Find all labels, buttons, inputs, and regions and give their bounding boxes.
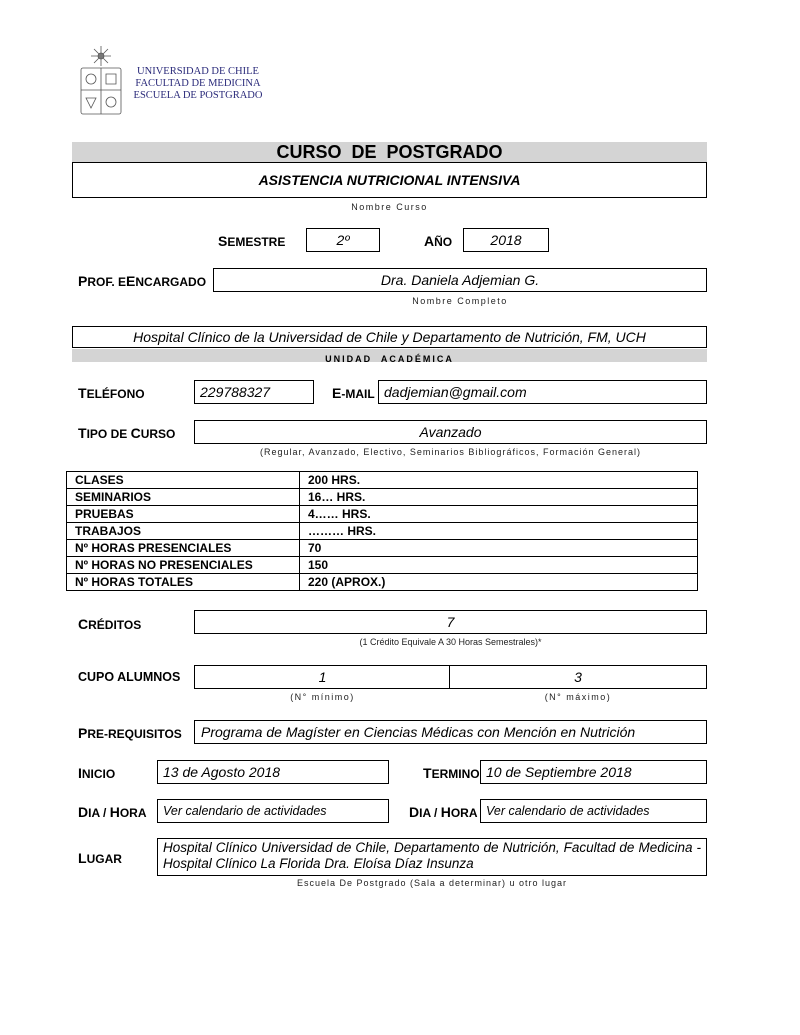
start-field (157, 760, 389, 784)
hours-label: TRABAJOS (67, 523, 300, 540)
day-hour-field-2 (480, 799, 707, 823)
hours-value: 220 (APROX.) (300, 574, 698, 591)
hours-label: Nº HORAS PRESENCIALES (67, 540, 300, 557)
course-name-caption: Nombre Curso (351, 202, 428, 212)
credits-field (194, 610, 707, 634)
place-field (157, 838, 707, 876)
course-type-label: TIPO DE CURSO (78, 425, 176, 441)
phone-value: 229788327 (200, 384, 271, 400)
hours-value: 70 (300, 540, 698, 557)
university-crest-icon (78, 42, 124, 118)
prerequisites-value: Programa de Magíster en Ciencias Médicas con Mención en Nutrición (201, 724, 636, 740)
day-hour-field-1 (157, 799, 389, 823)
table-row (67, 540, 698, 557)
table-row (67, 574, 698, 591)
start-value: 13 de Agosto 2018 (163, 764, 281, 780)
day-hour-label-2: DIA / HORA (409, 804, 478, 820)
year-value: 2018 (490, 232, 522, 248)
hours-label: CLASES (67, 472, 300, 489)
prerequisites-label: PRE-REQUISITOS (78, 725, 182, 741)
place-label: LUGAR (78, 850, 122, 866)
hours-table (66, 471, 698, 591)
start-label: INICIO (78, 765, 116, 781)
email-value: dadjemian@gmail.com (384, 384, 527, 400)
end-value: 10 de Septiembre 2018 (486, 764, 632, 780)
table-row (67, 557, 698, 574)
hours-label: Nº HORAS TOTALES (67, 574, 300, 591)
semester-label: SEMESTRE (218, 233, 286, 249)
email-field (378, 380, 707, 404)
academic-unit-caption-bar (72, 349, 707, 362)
table-row (67, 489, 698, 506)
cupo-label: CUPO ALUMNOS (78, 670, 181, 684)
professor-field (213, 268, 707, 292)
email-label: E-MAIL (332, 385, 375, 401)
prerequisites-field (194, 720, 707, 744)
logo-line-3: ESCUELA DE POSTGRADO (133, 90, 263, 101)
professor-label: PROF. EENCARGADO (78, 273, 207, 289)
place-value: Hospital Clínico Universidad de Chile, Departamento de Nutrición, Facultad de Medicina - Hospital Clínico La Florida Dra. Eloísa Díaz Insunza (163, 840, 701, 871)
course-type-value: Avanzado (419, 424, 482, 440)
academic-unit-value: Hospital Clínico de la Universidad de Chile y Departamento de Nutrición, FM, UCH (133, 329, 646, 345)
hours-value: 16… HRS. (300, 489, 698, 506)
course-type-caption: (Regular, Avanzado, Electivo, Seminarios Bibliográficos, Formación General) (260, 447, 641, 457)
day-hour-value-1: Ver calendario de actividades (163, 804, 327, 818)
logo-line-1: UNIVERSIDAD DE CHILE (137, 66, 259, 77)
hours-value: 200 HRS. (300, 472, 698, 489)
day-hour-label-1: DIA / HORA (78, 804, 147, 820)
course-name-value: ASISTENCIA NUTRICIONAL INTENSIVA (258, 172, 521, 188)
cupo-min-caption: (N° mínimo) (290, 692, 355, 702)
cupo-max-field (449, 665, 707, 689)
page-title-bar (72, 142, 707, 162)
phone-label: TELÉFONO (78, 385, 145, 401)
semester-value: 2º (336, 232, 350, 248)
hours-value: ……… HRS. (300, 523, 698, 540)
day-hour-value-2: Ver calendario de actividades (486, 804, 650, 818)
place-caption: Escuela De Postgrado (Sala a determinar) u otro lugar (296, 878, 568, 888)
end-label: TERMINO (423, 765, 480, 781)
course-type-field (194, 420, 707, 444)
academic-unit-field (72, 326, 707, 348)
hours-value: 150 (300, 557, 698, 574)
phone-field (194, 380, 314, 404)
hours-label: Nº HORAS NO PRESENCIALES (67, 557, 300, 574)
cupo-min-value: 1 (318, 669, 327, 685)
hours-label: SEMINARIOS (67, 489, 300, 506)
credits-caption: (1 Crédito Equivale A 30 Horas Semestrales)* (359, 637, 542, 647)
credits-label: CRÉDITOS (78, 616, 142, 632)
table-row (67, 472, 698, 489)
page-title: CURSO DE POSTGRADO (276, 142, 503, 162)
professor-value: Dra. Daniela Adjemian G. (380, 272, 540, 288)
academic-unit-caption: UNIDAD ACADÉMICA (325, 354, 454, 364)
table-row (67, 506, 698, 523)
year-field (463, 228, 549, 252)
year-label: AÑO (424, 233, 453, 249)
end-field (480, 760, 707, 784)
hours-value: 4…… HRS. (300, 506, 698, 523)
cupo-min-field (194, 665, 451, 689)
credits-value: 7 (446, 614, 455, 630)
hours-label: PRUEBAS (67, 506, 300, 523)
professor-caption: Nombre Completo (412, 296, 508, 306)
logo-line-2: FACULTAD DE MEDICINA (135, 78, 261, 89)
semester-field (306, 228, 380, 252)
cupo-max-caption: (N° máximo) (544, 692, 612, 702)
table-row (67, 523, 698, 540)
course-name-field (72, 162, 707, 198)
cupo-max-value: 3 (574, 669, 582, 685)
